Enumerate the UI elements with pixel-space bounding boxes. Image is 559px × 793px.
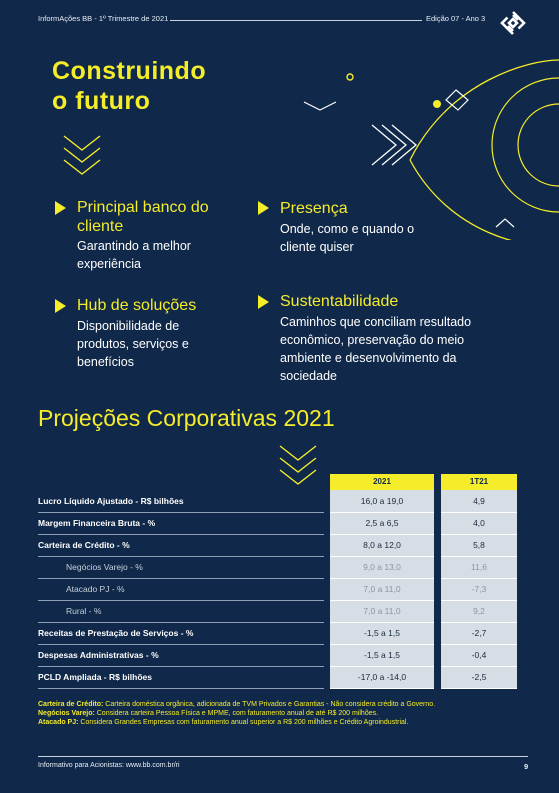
footnote-text: Carteira doméstica orgânica, adicionada de TVM Privados e Garantias - Não considera crédito a Governo. (103, 701, 436, 708)
footnote-term: Negócios Varejo: (38, 710, 95, 717)
chevron-stack-icon (278, 442, 318, 492)
table-row-label: Despesas Administrativas - % (38, 644, 324, 667)
play-triangle-icon (55, 299, 66, 313)
table-cell-1t21: -2,5 (441, 666, 517, 689)
table-row-label: Carteira de Crédito - % (38, 534, 324, 557)
footer-divider (38, 756, 528, 757)
chevron-stack-icon (62, 132, 102, 182)
title-line-1: Construindo (52, 57, 207, 85)
table-row-label: Rural - % (38, 600, 324, 623)
table-row-label: Lucro Líquido Ajustado - R$ bilhões (38, 490, 324, 513)
table-cell-2021: 9,0 a 13,0 (330, 556, 434, 579)
page-number: 9 (524, 762, 529, 771)
title-line-2: o futuro (52, 87, 151, 115)
footnote-text: Considera carteira Pessoa Física e MPME, com faturamento anual de até R$ 200 milhões. (94, 710, 379, 717)
feature-text: Caminhos que conciliam resultado econômico, preservação do meio ambiente e desenvolvimento da sociedade (280, 315, 472, 383)
table-cell-2021: -1,5 a 1,5 (330, 622, 434, 645)
table-cell-1t21: -2,7 (441, 622, 517, 645)
page-title (52, 56, 206, 116)
table-row-label: Negócios Varejo - % (38, 556, 324, 579)
table-cell-2021: 2,5 a 6,5 (330, 512, 434, 535)
table-row-label: Receitas de Prestação de Serviços - % (38, 622, 324, 645)
feature-title: Sustentabilidade (280, 293, 399, 310)
feature-text: Disponibilidade de produtos, serviços e benefícios (77, 319, 189, 369)
table-cell-1t21: 4,9 (441, 490, 517, 513)
footnote-item (38, 700, 528, 709)
table-cell-1t21: -0,4 (441, 644, 517, 667)
table-cell-2021: 8,0 a 12,0 (330, 534, 434, 557)
table-cell-1t21: 4,0 (441, 512, 517, 535)
footnote-term: Carteira de Crédito: (38, 701, 104, 708)
table-row-label: Atacado PJ - % (38, 578, 324, 601)
edition-label: Edição 07 - Ano 3 (426, 14, 486, 23)
column-header-1t21: 1T21 (441, 474, 517, 490)
publication-title: InformAções BB - 1º Trimestre de 2021 (38, 14, 169, 23)
table-cell-1t21: 11,6 (441, 556, 517, 579)
feature-title: Hub de soluções (77, 297, 197, 314)
table-cell-2021: 16,0 a 19,0 (330, 490, 434, 513)
play-triangle-icon (258, 295, 269, 309)
table-row-label: PCLD Ampliada - R$ bilhões (38, 666, 324, 689)
column-header-2021: 2021 (330, 474, 434, 490)
footnote-term: Atacado PJ: (38, 719, 79, 726)
table-cell-1t21: -7,3 (441, 578, 517, 601)
feature-text: Onde, como e quando o cliente quiser (280, 222, 415, 254)
projections-title: Projeções Corporativas 2021 (38, 405, 335, 431)
table-cell-2021: 7,0 a 11,0 (330, 600, 434, 623)
table-cell-2021: 7,0 a 11,0 (330, 578, 434, 601)
play-triangle-icon (55, 201, 66, 215)
footnote-item (38, 709, 528, 718)
play-triangle-icon (258, 201, 269, 215)
table-cell-1t21: 5,8 (441, 534, 517, 557)
footnote-text: Considera Grandes Empresas com faturamento anual superior a R$ 200 milhões e Crédito Agroindustrial. (78, 719, 409, 726)
table-cell-2021: -17,0 a -14,0 (330, 666, 434, 689)
table-cell-1t21: 9,2 (441, 600, 517, 623)
feature-text: Garantindo a melhor experiência (77, 239, 191, 271)
footnote-item (38, 718, 528, 727)
footer-website: Informativo para Acionistas: www.bb.com.br/ri (38, 762, 180, 769)
header-divider (170, 20, 422, 21)
table-row-label: Margem Financeira Bruta - % (38, 512, 324, 535)
feature-title: Presença (280, 200, 348, 217)
footnotes (38, 700, 528, 727)
feature-title: Principal banco do cliente (77, 199, 209, 235)
bb-logo-icon (500, 10, 526, 36)
table-cell-2021: -1,5 a 1,5 (330, 644, 434, 667)
